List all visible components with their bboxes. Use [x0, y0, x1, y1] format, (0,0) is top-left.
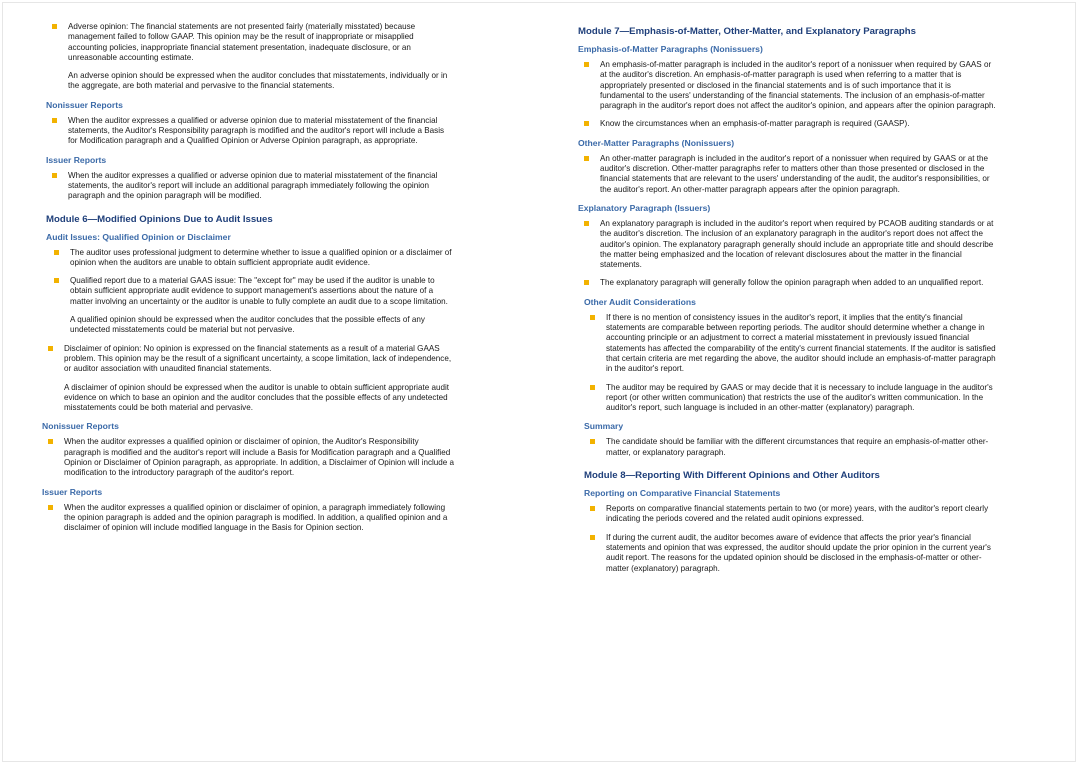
bullet-icon: [590, 385, 595, 390]
module-6-title: Module 6—Modified Opinions Due to Audit Issues: [46, 213, 273, 225]
consistency-item: [584, 313, 996, 375]
disclaimer-note: A disclaimer of opinion should be expressed when the auditor is unable to obtain sufficient appropriate audit evidence on which to base an opinion and the auditor concludes that the possible effects of any undetected misstatements could be both material and pervasive.: [64, 382, 450, 413]
bullet-icon: [52, 24, 57, 29]
summary-text: The candidate should be familiar with the different circumstances that require an emphasis-of-matter other-matter, or explanatory paragraph.: [606, 437, 989, 457]
adverse-opinion-item: [46, 22, 455, 92]
emphasis-of-matter-text: An emphasis-of-matter paragraph is included in the auditor's report of a nonissuer when required by GAAS or at the auditor's discretion. An emphasis-of-matter paragraph is used when referring to a matter that is appropriately presented or disclosed in the financial statements and is of such importance that it is fundamental to the users' understanding of the financial statements. The inclusion of an emphasis-of-matter paragraph in the auditor's report does not affect the auditor's opinion, and appears after the opinion paragraph.: [600, 60, 996, 111]
issuer-reports-text-2: When the auditor expresses a qualified opinion or disclaimer of opinion, a paragraph immediately following the opinion paragraph is added and the opinion paragraph is modified. In addition, a qualified opinion and a disclaimer of opinion will include modified language in the Basis for Opinion section.: [64, 502, 448, 533]
nonissuer-reports-item: [46, 116, 455, 147]
explanatory-placement-text: The explanatory paragraph will generally follow the opinion paragraph when added to an unqualified report.: [600, 278, 984, 288]
bullet-icon: [584, 62, 589, 67]
bullet-icon: [48, 346, 53, 351]
bullet-icon: [590, 506, 595, 511]
comparative-periods-item: [584, 504, 996, 525]
left-column: [40, 22, 455, 542]
judgment-text: The auditor uses professional judgment to determine whether to issue a qualified opinion or a disclaimer of opinion when the auditors are unable to obtain sufficient appropriate audit evidence.: [70, 247, 452, 267]
adverse-opinion-text: Adverse opinion: The financial statements are not presented fairly (materially misstated) because management failed to follow GAAP. This opinion may be the result of inappropriate or misapplied accounting policies, inappropriate financial statement presentation, inadequate disclosure, or an unreasonable accounting estimate.: [68, 22, 416, 62]
nonissuer-reports-heading: Nonissuer Reports: [46, 99, 123, 110]
restricted-use-item: [584, 383, 996, 414]
module-7-title: Module 7—Emphasis-of-Matter, Other-Matter, and Explanatory Paragraphs: [578, 26, 916, 37]
bullet-icon: [590, 439, 595, 444]
disclaimer-text: Disclaimer of opinion: No opinion is expressed on the financial statements as a result of a material GAAS problem. This opinion may be the result of a significant uncertainty, a scope limitation, lack of independence, or auditor association with unaudited financial statements.: [64, 343, 452, 374]
emphasis-of-matter-heading: Emphasis-of-Matter Paragraphs (Nonissuers): [578, 44, 763, 54]
nonissuer-reports-item-2: [42, 437, 455, 478]
bullet-icon: [48, 439, 53, 444]
nonissuer-reports-text-2: When the auditor expresses a qualified opinion or disclaimer of opinion, the Auditor's Responsibility paragraph is modified and the auditor's report will include a Basis for Modification paragraph and a Qualified Opinion or Disclaimer of Opinion paragraph, as appropriate. In addition, a Disclaimer of Opinion will include a modification to the introductory paragraph of the auditor's report.: [64, 437, 455, 478]
explanatory-paragraph-item: [578, 219, 996, 270]
explanatory-paragraph-text: An explanatory paragraph is included in the auditor's report when required by PCAOB auditing standards or at the auditor's discretion. The inclusion of an explanatory paragraph in the auditor's report does not affect the auditor's opinion. The explanatory paragraph generally should include an appropriate title and should describe the matter being emphasized and the location of relevant disclosures about the matter in the financial statements.: [600, 218, 994, 270]
audit-issues-heading: Audit Issues: Qualified Opinion or Disclaimer: [46, 231, 231, 242]
other-matter-item: [578, 154, 996, 195]
bullet-icon: [584, 221, 589, 226]
emphasis-of-matter-item: [578, 60, 996, 111]
explanatory-paragraph-heading: Explanatory Paragraph (Issuers): [578, 202, 711, 213]
bullet-icon: [584, 121, 589, 126]
issuer-reports-heading: Issuer Reports: [46, 154, 107, 165]
bullet-icon: [584, 156, 589, 161]
module-8-title: Module 8—Reporting With Different Opinions and Other Auditors: [584, 470, 880, 482]
bullet-icon: [48, 505, 53, 510]
bullet-icon: [590, 535, 595, 540]
qualified-report-item: [48, 276, 455, 335]
nonissuer-reports-text: When the auditor expresses a qualified or adverse opinion due to material misstatement of the financial statements, the Auditor's Responsibility paragraph is modified and the auditor's report will include a Basis for Modification paragraph and a Qualified Opinion or Adverse Opinion paragraph, as appropriate.: [68, 115, 445, 146]
nonissuer-reports-heading-2: Nonissuer Reports: [42, 421, 119, 432]
qualified-report-note: A qualified opinion should be expressed when the auditor concludes that the possible effects of any undetected misstatements could be material but not pervasive.: [70, 315, 425, 335]
explanatory-placement-item: [578, 278, 996, 288]
disclaimer-item: [42, 344, 455, 414]
issuer-reports-item-2: [42, 503, 455, 534]
restricted-use-text: The auditor may be required by GAAS or may decide that it is necessary to include language in the auditor's report (or other written communication) that restricts the use of the auditor's written communication. In the auditor's report, such language is included in an other-matter (explanatory) paragraph.: [606, 382, 993, 413]
updated-opinion-item: [584, 533, 996, 574]
issuer-reports-heading-2: Issuer Reports: [42, 486, 103, 497]
comparative-statements-heading: Reporting on Comparative Financial Statements: [584, 488, 781, 499]
bullet-icon: [52, 173, 57, 178]
issuer-reports-text: When the auditor expresses a qualified or adverse opinion due to material misstatement of the financial statements, the auditor's report will include an additional paragraph immediately following the opinion paragraph and the opinion paragraph will be modified.: [68, 170, 438, 201]
bullet-icon: [54, 250, 59, 255]
emphasis-required-item: [578, 119, 996, 129]
issuer-reports-item: [46, 171, 455, 202]
right-column: [578, 22, 996, 582]
adverse-opinion-note: An adverse opinion should be expressed when the auditor concludes that misstatements, individually or in the aggregate, are both material and pervasive to the financial statements.: [68, 71, 448, 91]
bullet-icon: [584, 280, 589, 285]
emphasis-required-text: Know the circumstances when an emphasis-of-matter paragraph is required (GAASP).: [600, 119, 910, 129]
judgment-item: [48, 248, 455, 269]
bullet-icon: [590, 315, 595, 320]
other-matter-heading: Other-Matter Paragraphs (Nonissuers): [578, 137, 735, 148]
updated-opinion-text: If during the current audit, the auditor becomes aware of evidence that affects the prior year's financial statements and opinion that was expressed, the auditor should update the prior opinion in the current year's audit report. The reasons for the updated opinion should be disclosed in the emphasis-of-matter or other-matter (explanatory) paragraph.: [606, 532, 991, 573]
qualified-report-text: Qualified report due to a material GAAS issue: The "except for" may be used if the auditor is unable to obtain sufficient appropriate audit evidence to support management's assertions about the nature of a matter involving an uncertainty or the auditor is unable to fully complete an audit due to a scope limitation.: [70, 276, 448, 306]
summary-item: [584, 437, 996, 458]
other-audit-considerations-heading: Other Audit Considerations: [584, 296, 696, 307]
other-matter-text: An other-matter paragraph is included in the auditor's report of a nonissuer when required by GAAS or at the auditor's discretion. Other-matter paragraphs refer to matters other than those presented or disclosed in the financial statements that are relevant to the users' understanding of the audit, the auditor's responsibilities, or the auditor's report. An other-matter paragraph appears after the opinion paragraph.: [600, 153, 990, 194]
bullet-icon: [52, 118, 57, 123]
summary-heading: Summary: [584, 421, 624, 432]
consistency-text: If there is no mention of consistency issues in the auditor's report, it implies that the entity's financial statements are comparable between reporting periods. The auditor should determine whether a change in accounting principle or an adjustment to correct a material misstatement in previously issued financial statements has affected the comparability of the entity's current financial statements. If the auditor is satisfied that certain criteria are met regarding the above, the auditor should include an emphasis-of-matter paragraph in the auditor's report.: [606, 312, 996, 374]
bullet-icon: [54, 278, 59, 283]
comparative-periods-text: Reports on comparative financial statements pertain to two (or more) years, with the auditor's report clearly indicating the periods covered and the related audit opinions expressed.: [606, 504, 989, 524]
